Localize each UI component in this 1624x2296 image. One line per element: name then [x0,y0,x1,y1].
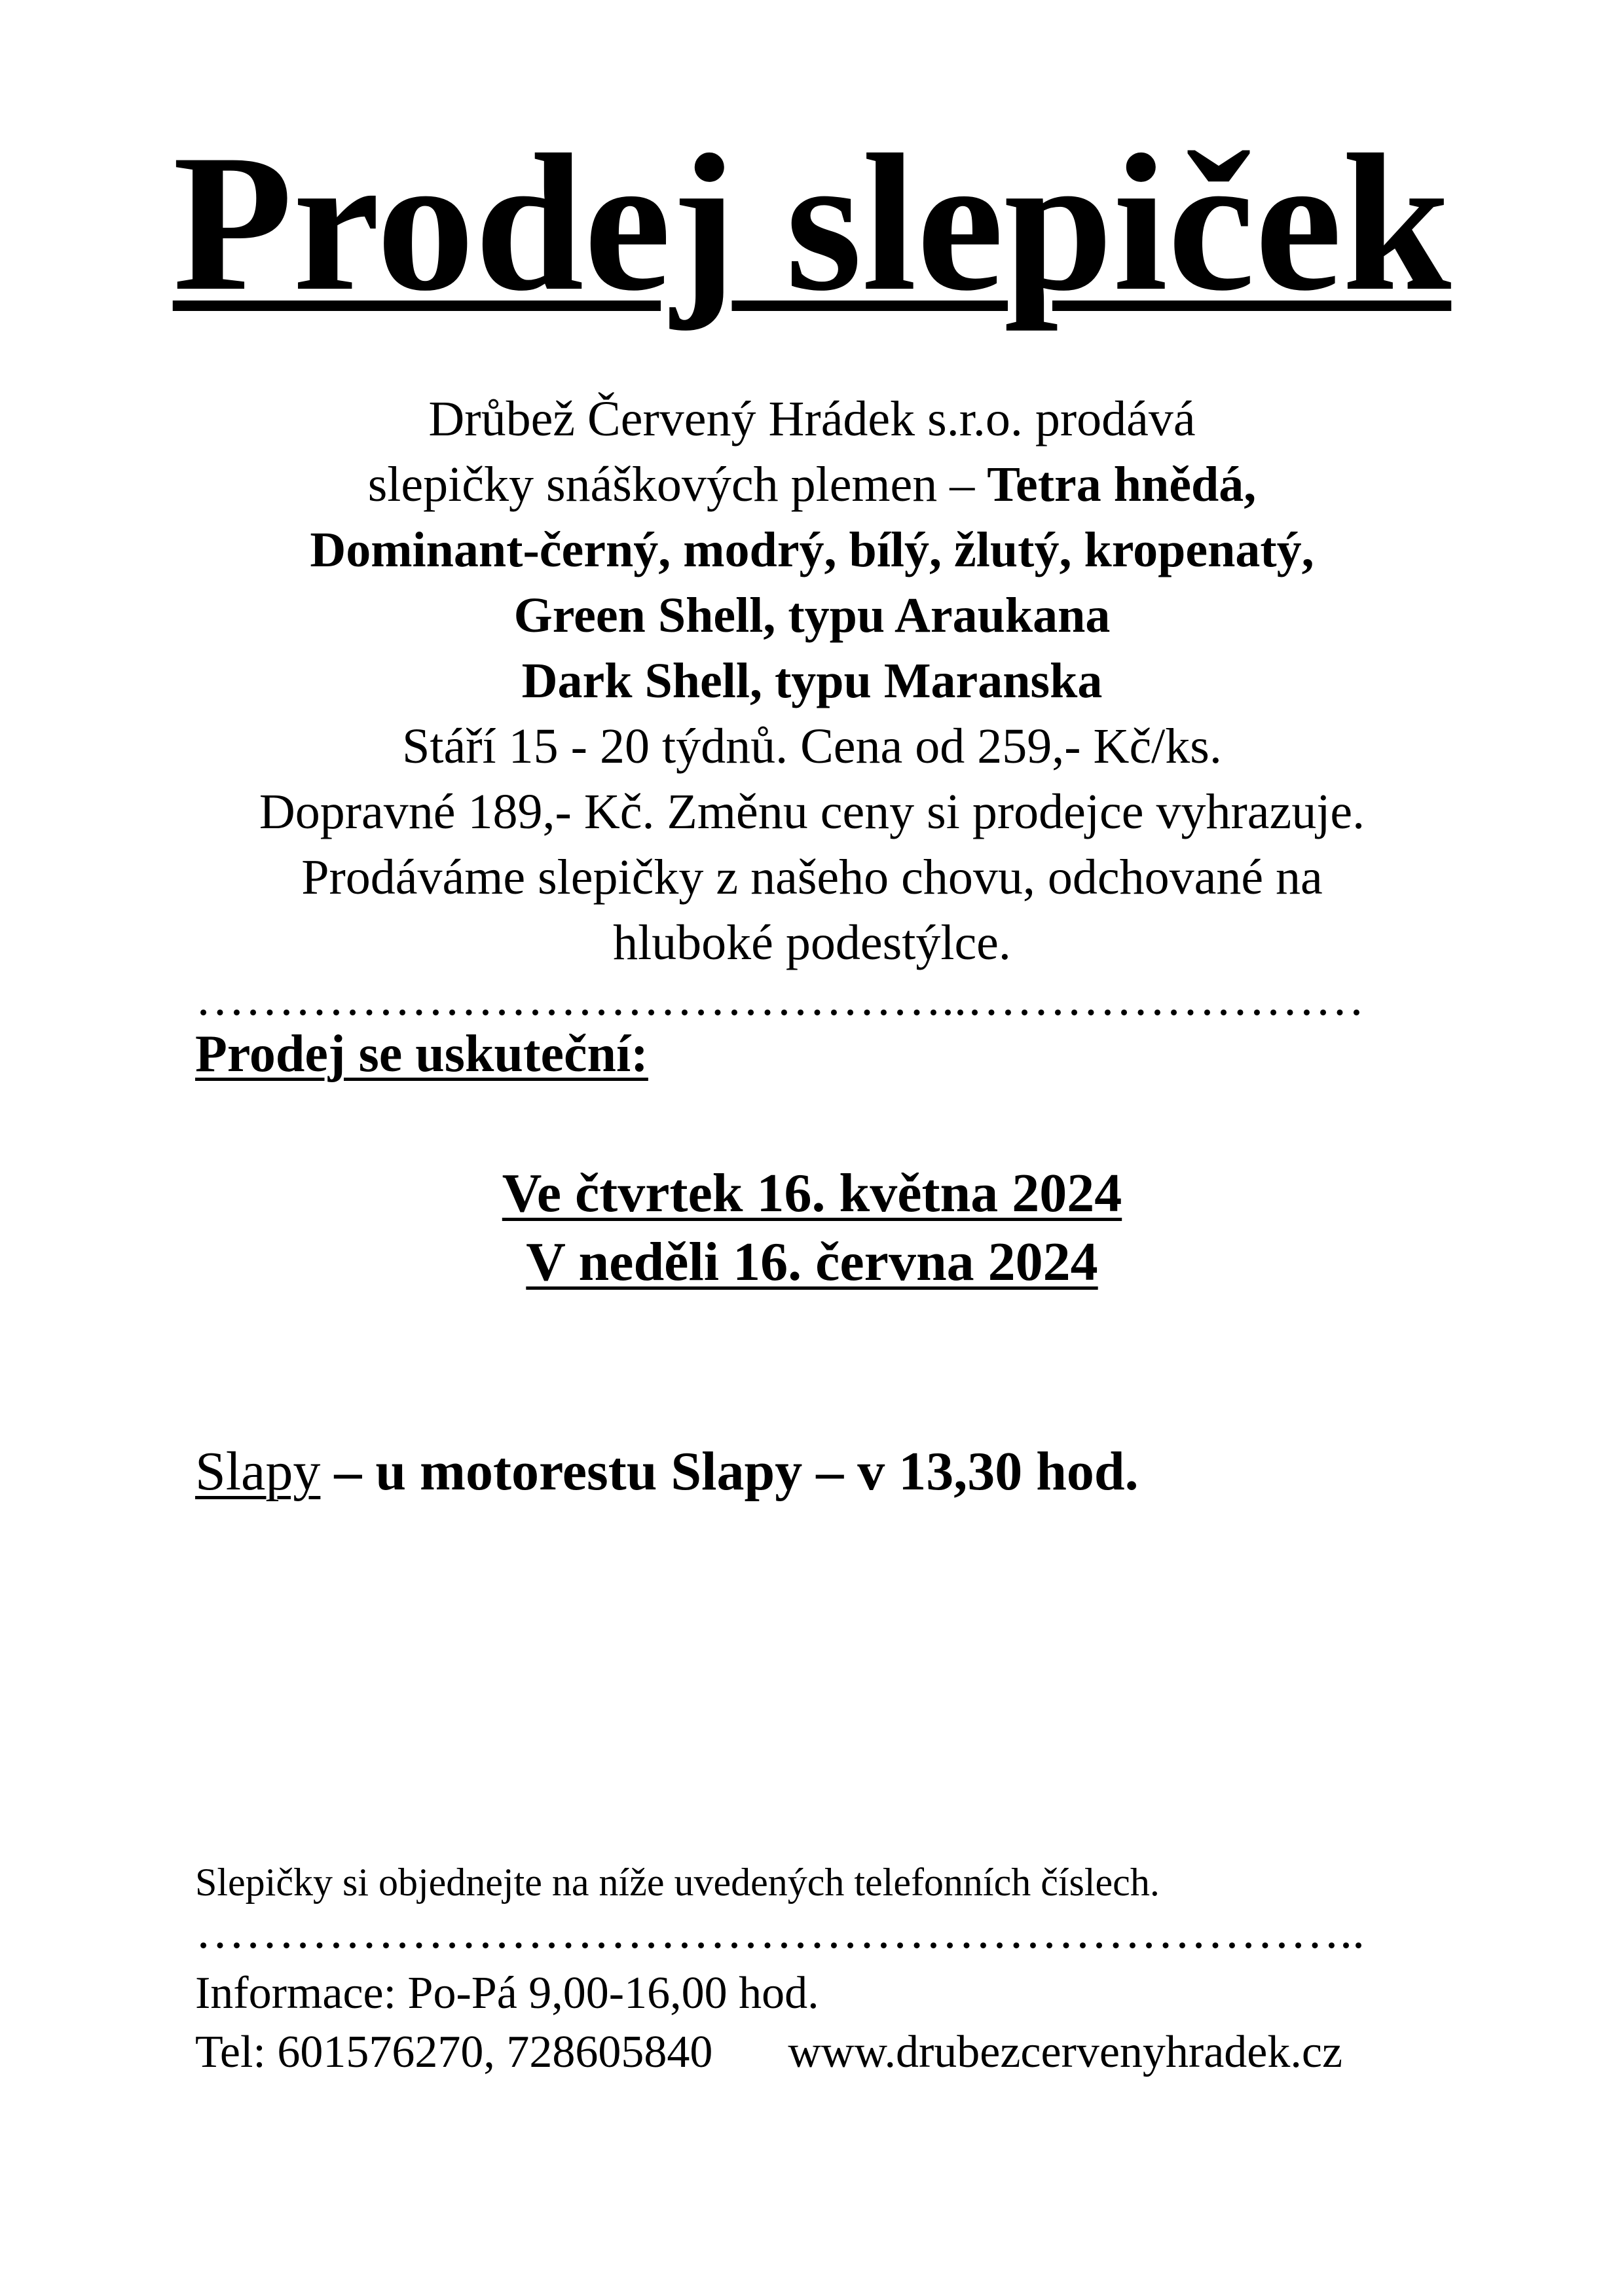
intro-paragraph [0,386,1624,975]
contact-info [195,1964,1342,2082]
intro-line-3 [0,517,1624,583]
separator-top: ………………………………………..…………………… [195,971,1365,1026]
sale-date-1 [0,1159,1624,1228]
separator-bottom: …………………………………………………………….. [195,1904,1365,1959]
sale-heading: Prodej se uskuteční: [195,1025,648,1083]
intro-line-1: Drůbež Červený Hrádek s.r.o. prodává [428,392,1196,446]
intro-line-7: Dopravné 189,- Kč. Změnu ceny si prodejce vyhrazuje. [259,784,1365,839]
location-place: Slapy [195,1441,321,1502]
intro-line-3-breeds: Dominant-černý, modrý, bílý, žlutý, kropenatý, [310,522,1314,577]
intro-line-4 [0,583,1624,648]
intro-line-2-text: slepičky snáškových plemen – [367,457,987,512]
order-note: Slepičky si objednejte na níže uvedených telefonních číslech. [195,1861,1160,1904]
sale-date-2-text: V neděli 16. června 2024 [526,1231,1098,1292]
intro-line-6: Stáří 15 - 20 týdnů. Cena od 259,- Kč/ks. [402,719,1222,774]
intro-line-2 [0,452,1624,517]
intro-line-5 [0,648,1624,714]
title-text: Prodej slepiček [172,114,1452,331]
intro-line-2-breed: Tetra hnědá, [987,457,1257,512]
office-hours: Informace: Po-Pá 9,00-16,00 hod. [195,1968,819,2018]
location-details: – u motorestu Slapy – v 13,30 hod. [320,1441,1139,1502]
intro-line-4-breed: Green Shell, typu Araukana [513,588,1111,643]
intro-line-9: hluboké podestýlce. [613,915,1011,970]
page-title [0,111,1624,334]
sale-date-2 [0,1228,1624,1296]
sale-date-1-text: Ve čtvrtek 16. května 2024 [502,1163,1122,1224]
sale-location [195,1437,1139,1506]
sale-dates [0,1159,1624,1296]
website-link[interactable]: www.drubezcervenyhradek.cz [788,2027,1343,2077]
intro-line-8: Prodáváme slepičky z našeho chovu, odchované na [301,850,1323,905]
phone-numbers: Tel: 601576270, 728605840 [195,2027,713,2077]
contact-line [195,2023,1342,2082]
intro-line-5-breed: Dark Shell, typu Maranska [521,653,1103,708]
